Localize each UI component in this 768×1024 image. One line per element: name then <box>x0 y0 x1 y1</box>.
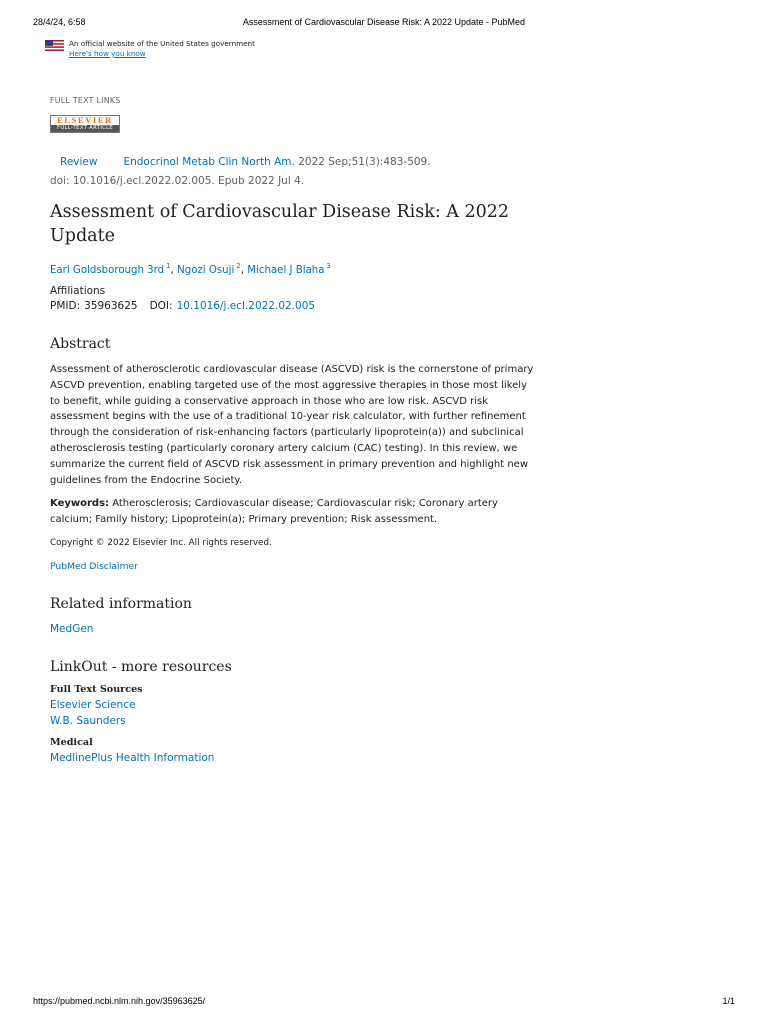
pmid-label: PMID: <box>50 300 81 312</box>
print-url: https://pubmed.ncbi.nlm.nih.gov/35963625/ <box>33 996 206 1006</box>
heres-how-you-know-link[interactable]: Here's how you know <box>69 48 146 58</box>
abstract-heading: Abstract <box>50 336 111 352</box>
elsevier-science-link[interactable]: Elsevier Science <box>50 699 136 711</box>
full-text-links-label: FULL TEXT LINKS <box>50 96 121 105</box>
author-affiliation-number[interactable]: 1 <box>166 262 171 270</box>
doi-link[interactable]: 10.1016/j.ecl.2022.02.005 <box>176 300 316 312</box>
author-affiliation-number[interactable]: 2 <box>236 262 241 270</box>
us-flag-icon <box>45 40 64 51</box>
author-affiliation-number[interactable]: 3 <box>326 262 331 270</box>
keywords-list: Atherosclerosis; Cardiovascular disease; Cardiovascular risk; Coronary artery calcium; Family history; Lipoprotein(a); Primary prevention; Risk assessment. <box>50 498 498 525</box>
full-text-article-label: FULL-TEXT ARTICLE <box>51 125 119 132</box>
keywords-label: Keywords: <box>50 498 110 509</box>
elsevier-logo-text: ELSEVIER <box>57 115 113 125</box>
medgen-link[interactable]: MedGen <box>50 623 94 635</box>
wb-saunders-link[interactable]: W.B. Saunders <box>50 715 126 727</box>
author-link[interactable]: Earl Goldsborough 3rd <box>50 265 165 276</box>
official-site-text: An official website of the United States government <box>69 39 255 48</box>
elsevier-full-text-button[interactable] <box>50 115 120 133</box>
medlineplus-link[interactable]: MedlinePlus Health Information <box>50 752 215 764</box>
print-page-number: 1/1 <box>722 996 735 1006</box>
print-datetime: 28/4/24, 6:58 <box>33 17 86 27</box>
authors-list <box>50 262 331 276</box>
copyright-notice: Copyright © 2022 Elsevier Inc. All rights reserved. <box>50 538 272 548</box>
linkout-heading: LinkOut - more resources <box>50 659 232 675</box>
print-page-title: Assessment of Cardiovascular Disease Risk: A 2022 Update - PubMed <box>242 17 526 27</box>
citation-line <box>60 156 431 168</box>
author-separator: , <box>240 265 248 276</box>
pubmed-disclaimer-link[interactable]: PubMed Disclaimer <box>50 561 138 572</box>
pmid-value: 35963625 <box>84 300 138 312</box>
citation-details: 2022 Sep;51(3):483-509. <box>294 156 431 168</box>
article-title: Assessment of Cardiovascular Disease Risk: A 2022 Update <box>50 202 510 246</box>
abstract-text: Assessment of atherosclerotic cardiovascular disease (ASCVD) risk is the cornerstone of primary ASCVD prevention, enabling targeted use of the most aggressive therapies in those most likely to benefit, while guiding a conservative approach in those who are low risk. ASCVD risk assessment begins with the use of a traditional 10-year risk calculator, with further refinement through the consideration of risk-enhancing factors (particularly lipoprotein(a)) and subclinical atherosclerosis testing (particularly coronary artery calcium (CAC) testing). In this review, we summarize the current field of ASCVD risk assessment in primary prevention and highlight new guidelines from the Endocrine Society. <box>50 364 534 486</box>
related-information-heading: Related information <box>50 596 192 612</box>
journal-link[interactable]: Endocrinol Metab Clin North Am. <box>123 156 295 168</box>
medical-heading: Medical <box>50 737 93 748</box>
article-identifiers <box>50 300 315 312</box>
publication-type-link[interactable]: Review <box>60 156 98 168</box>
doi-epub-line: doi: 10.1016/j.ecl.2022.02.005. Epub 2022 Jul 4. <box>50 175 305 187</box>
keywords <box>50 496 540 528</box>
doi-label: DOI: <box>149 300 173 312</box>
gov-banner-text <box>69 39 255 58</box>
author-separator: , <box>170 265 178 276</box>
affiliations-toggle[interactable]: Affiliations <box>50 285 106 297</box>
author-link[interactable]: Ngozi Osuji <box>177 265 235 276</box>
author-link[interactable]: Michael J Blaha <box>247 265 325 276</box>
full-text-sources-heading: Full Text Sources <box>50 684 143 695</box>
